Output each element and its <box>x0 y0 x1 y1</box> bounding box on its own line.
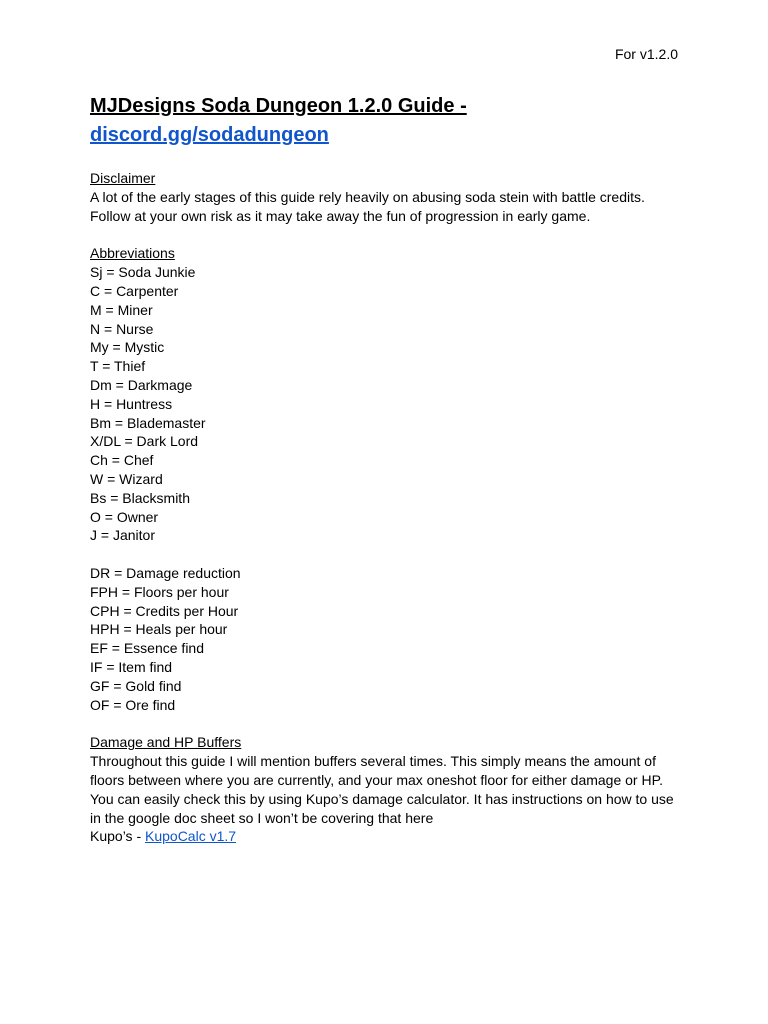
list-item: J = Janitor <box>90 527 155 544</box>
list-item: EF = Essence find <box>90 640 205 657</box>
list-item: FPH = Floors per hour <box>90 583 229 600</box>
list-item: Dm = Darkmage <box>90 376 193 393</box>
buffers-line: floors between where you are currently, and your max oneshot floor for either damage or HP. <box>90 771 664 788</box>
list-item: Sj = Soda Junkie <box>90 264 196 281</box>
page-title: MJDesigns Soda Dungeon 1.2.0 Guide - <box>90 95 467 117</box>
list-item: GF = Gold find <box>90 677 182 694</box>
version-label: For v1.2.0 <box>614 46 678 62</box>
disclaimer-heading: Disclaimer <box>90 170 156 186</box>
list-item: Bs = Blacksmith <box>90 489 190 506</box>
disclaimer-line: Follow at your own risk as it may take away the fun of progression in early game. <box>90 207 591 224</box>
disclaimer-section <box>90 169 690 225</box>
list-item: HPH = Heals per hour <box>90 621 228 638</box>
list-item: C = Carpenter <box>90 282 179 299</box>
stat-abbreviation-list <box>90 564 690 714</box>
kupocalc-link[interactable]: KupoCalc v1.7 <box>145 828 237 845</box>
discord-link[interactable]: discord.gg/sodadungeon <box>90 124 329 146</box>
buffers-line: Throughout this guide I will mention buffers several times. This simply means the amount of <box>90 753 656 770</box>
list-item: X/DL = Dark Lord <box>90 433 199 450</box>
buffers-line: in the google doc sheet so I won’t be covering that here <box>90 809 434 826</box>
buffers-section <box>90 733 690 846</box>
list-item: Bm = Blademaster <box>90 414 206 431</box>
list-item: N = Nurse <box>90 320 154 337</box>
kupo-prefix: Kupo’s - <box>90 828 145 845</box>
list-item: Ch = Chef <box>90 452 154 469</box>
kupo-line <box>90 827 690 846</box>
list-item: T = Thief <box>90 358 146 375</box>
list-item: IF = Item find <box>90 658 173 675</box>
list-item: O = Owner <box>90 508 159 525</box>
list-item: DR = Damage reduction <box>90 564 241 581</box>
list-item: M = Miner <box>90 301 153 318</box>
list-item: My = Mystic <box>90 339 165 356</box>
list-item: OF = Ore find <box>90 696 176 713</box>
list-item: W = Wizard <box>90 470 163 487</box>
buffers-heading: Damage and HP Buffers <box>90 734 242 751</box>
disclaimer-line: A lot of the early stages of this guide rely heavily on abusing soda stein with battle credits. <box>90 188 645 205</box>
document-body <box>90 92 690 846</box>
spacer <box>90 545 690 564</box>
abbreviations-section <box>90 244 690 714</box>
class-abbreviation-list <box>90 263 690 545</box>
buffers-line: You can easily check this by using Kupo’s damage calculator. It has instructions on how to use <box>90 790 674 807</box>
list-item: H = Huntress <box>90 395 173 412</box>
abbreviations-heading: Abbreviations <box>90 245 175 262</box>
list-item: CPH = Credits per Hour <box>90 602 239 619</box>
